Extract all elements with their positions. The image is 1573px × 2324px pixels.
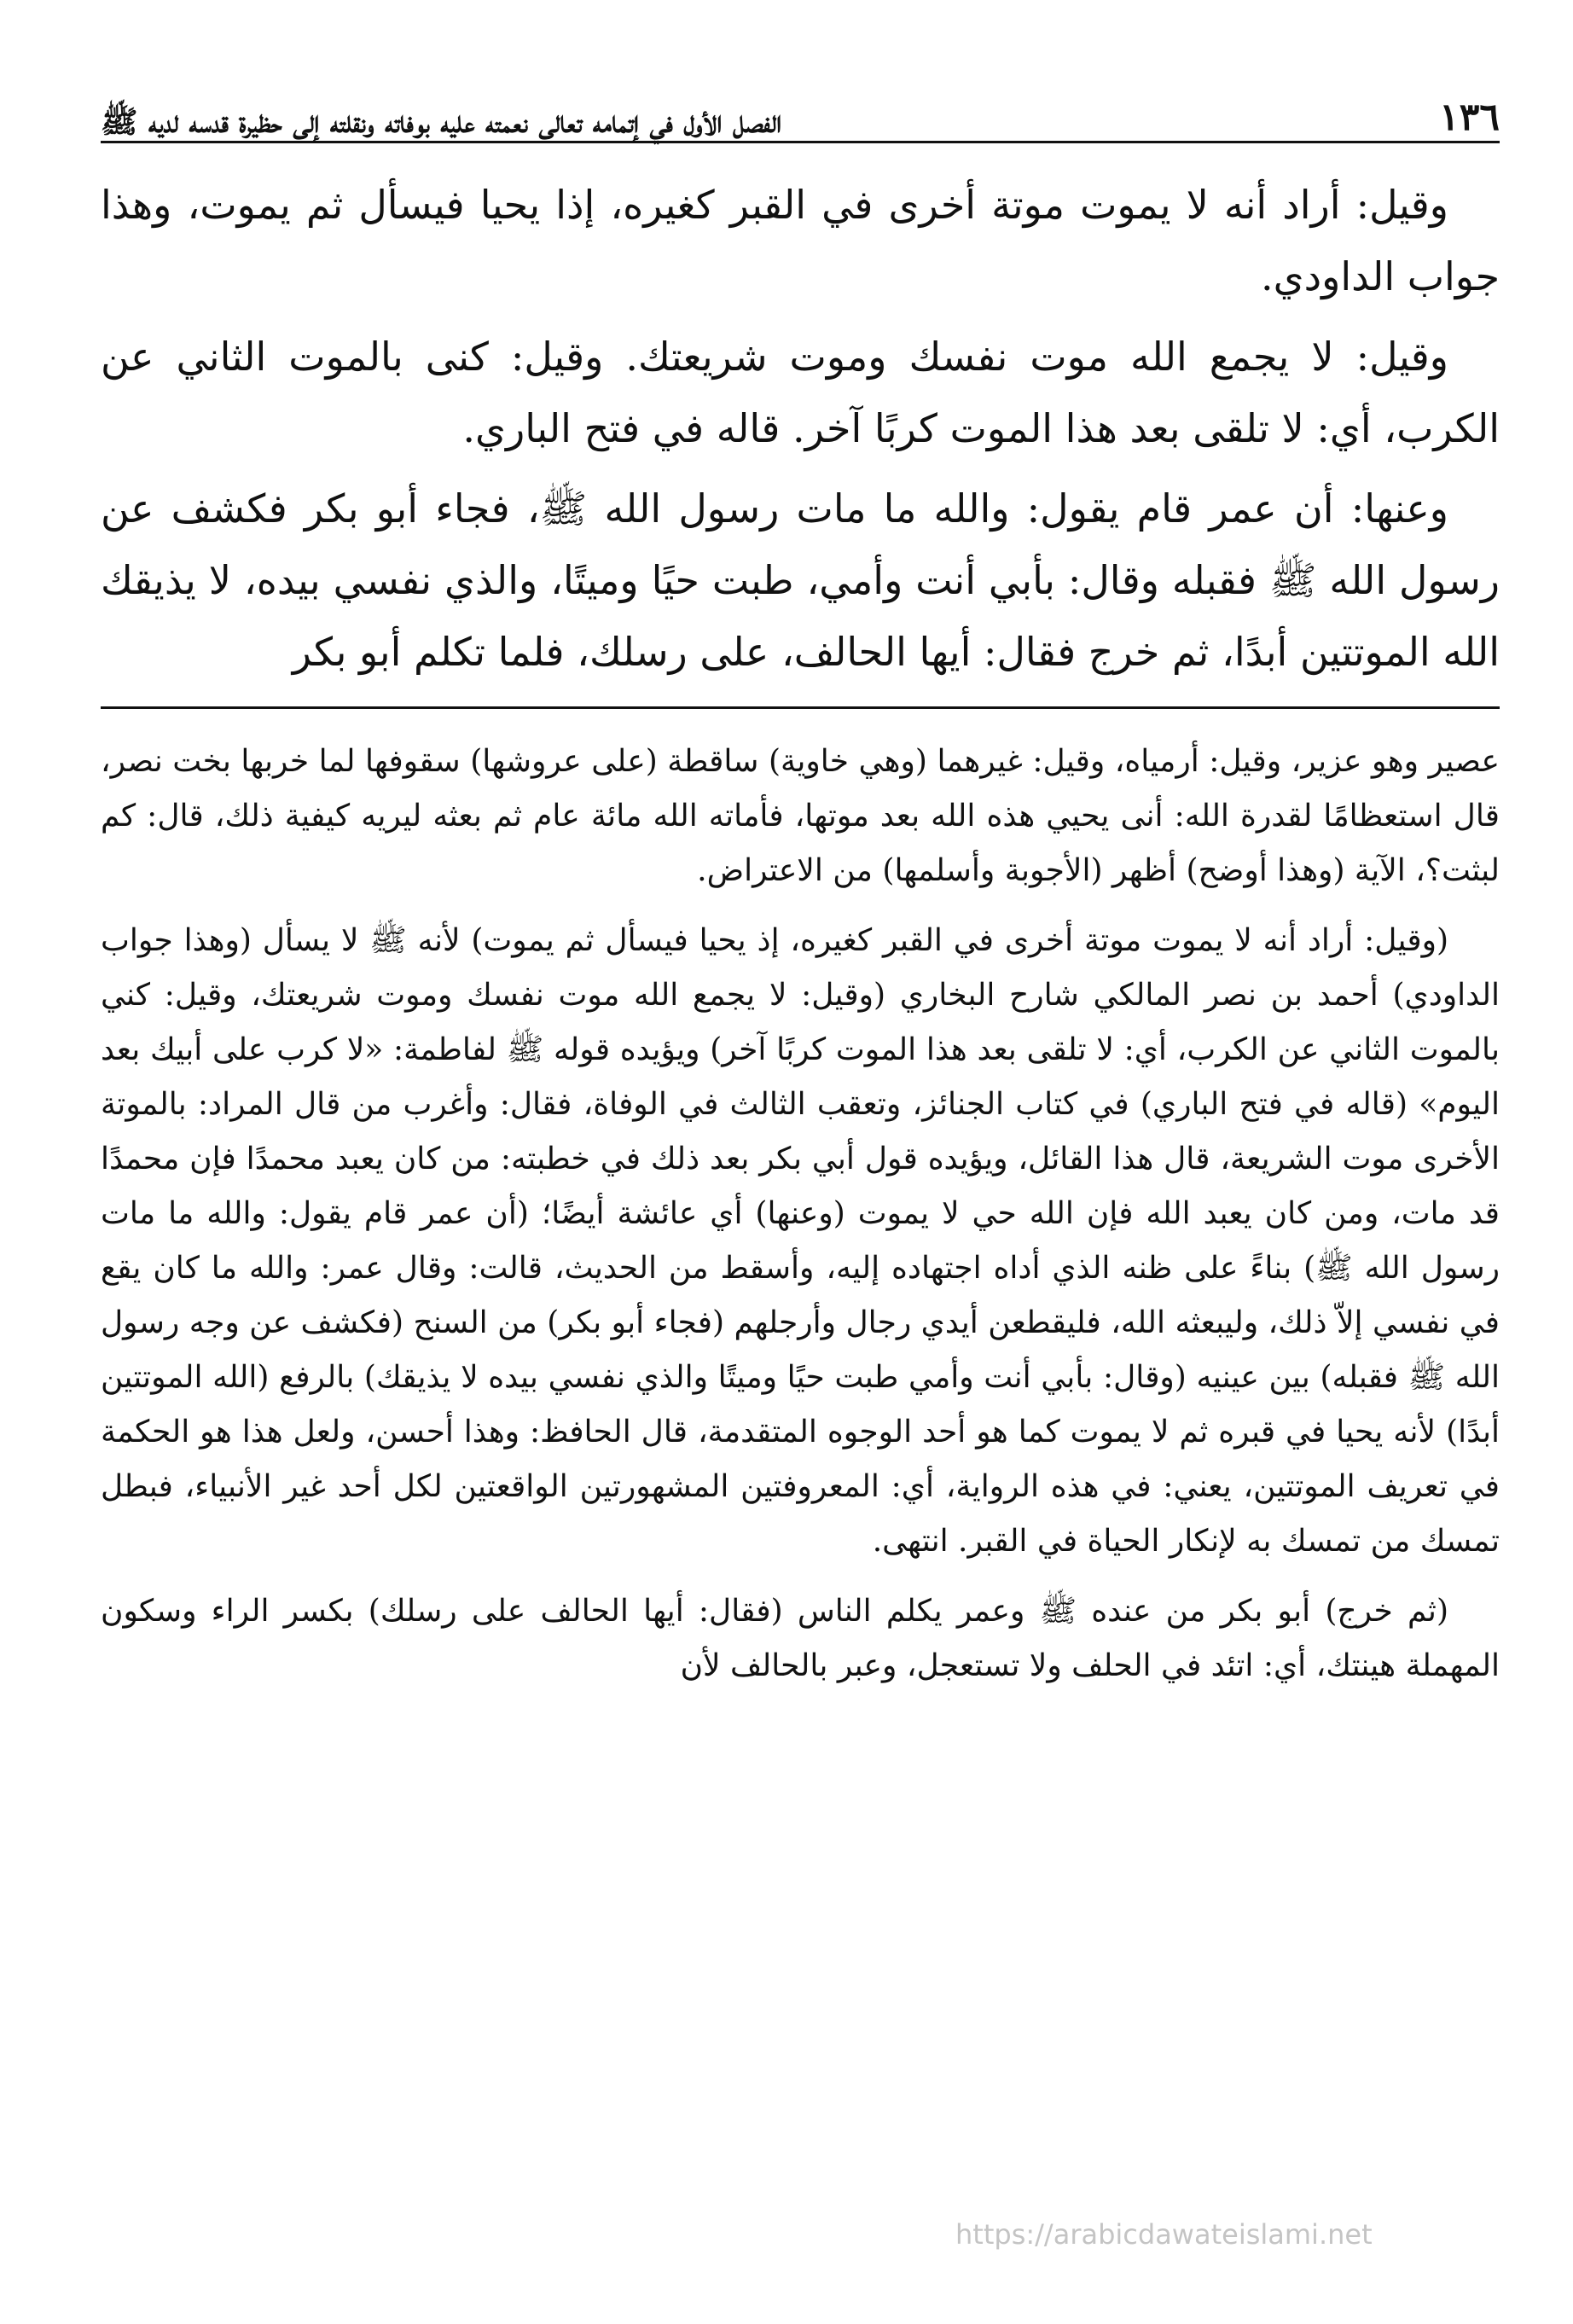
watermark-url: https://arabicdawateislami.net xyxy=(955,2218,1373,2251)
commentary-paragraph: عصير وهو عزير، وقيل: أرمياه، وقيل: غيرهما (وهي خاوية) ساقطة (على عروشها) سقوفها لما خربها بخت نصر، قال استعظامًا لقدرة الله: أنى يحيي هذه الله بعد موتها، فأماته الله مائة عام ثم بعثه ليريه كيفية ذلك، قال: كم لبثت؟، الآية (وهذا أوضح) أظهر (الأجوبة وأسلمها) من الاعتراض. xyxy=(101,744,1500,888)
running-title: الفصل الأول في إتمامه تعالى نعمته عليه بوفاته ونقلته إلى حظيرة قدسه لديه ﷺ xyxy=(101,103,782,140)
main-paragraph: وقيل: أراد أنه لا يموت موتة أخرى في القبر كغيره، إذا يحيا فيسأل ثم يموت، وهذا جواب الداودي. xyxy=(101,182,1500,299)
commentary-paragraph: (وقيل: أراد أنه لا يموت موتة أخرى في القبر كغيره، إذ يحيا فيسأل ثم يموت) لأنه ﷺ لا يسأل (وهذا جواب الداودي) أحمد بن نصر المالكي شارح البخاري (وقيل: لا يجمع الله موت نفسك وموت شريعتك، وقيل: كني بالموت الثاني عن الكرب، أي: لا تلقى بعد هذا الموت كربًا آخر) ويؤيده قوله ﷺ لفاطمة: «لا كرب على أبيك بعد اليوم» (قاله في فتح الباري) في كتاب الجنائز، وتعقب الثالث في الوفاة، فقال: وأغرب من قال المراد: بالموتة الأخرى موت الشريعة، قال هذا القائل، ويؤيده قول أبي بكر بعد ذلك في خطبته: من كان يعبد محمدًا فإن محمدًا قد مات، ومن كان يعبد الله فإن الله حي لا يموت (وعنها) أي عائشة أيضًا؛ (أن عمر قام يقول: والله ما مات رسول الله ﷺ) بناءً على ظنه الذي أداه اجتهاده إليه، وأسقط من الحديث، قالت: وقال عمر: والله ما كان يقع في نفسي إلاّ ذلك، وليبعثه الله، فليقطعن أيدي رجال وأرجلهم (فجاء أبو بكر) من السنح (فكشف عن وجه رسول الله ﷺ فقبله) بين عينيه (وقال: بأبي أنت وأمي طبت حيًا وميتًا والذي نفسي بيده لا يذيقك) بالرفع (الله الموتتين أبدًا) لأنه يحيا في قبره ثم لا يموت كما هو أحد الوجوه المتقدمة، قال الحافظ: وهذا أحسن، ولعل هذا هو الحكمة في تعريف الموتتين، يعني: في هذه الرواية، أي: المعروفتين المشهورتين الواقعتين لكل أحد غير الأنبياء، فبطل تمسك من تمسك به لإنكار الحياة في القبر. انتهى. xyxy=(101,923,1500,1559)
main-paragraph: وقيل: لا يجمع الله موت نفسك وموت شريعتك. وقيل: كنى بالموت الثاني عن الكرب، أي: لا تلقى بعد هذا الموت كربًا آخر. قاله في فتح الباري. xyxy=(101,334,1500,451)
page-number: ١٣٦ xyxy=(1439,96,1500,140)
main-paragraph: وعنها: أن عمر قام يقول: والله ما مات رسول الله ﷺ، فجاء أبو بكر فكشف عن رسول الله ﷺ فقبله وقال: بأبي أنت وأمي، طبت حيًا وميتًا، والذي نفسي بيده، لا يذيقك الله الموتتين أبدًا، ثم خرج فقال: أيها الحالف، على رسلك، فلما تكلم أبو بكر xyxy=(101,485,1500,675)
page-header xyxy=(101,81,1500,141)
commentary-paragraph: (ثم خرج) أبو بكر من عنده ﷺ وعمر يكلم الناس (فقال: أيها الحالف على رسلك) بكسر الراء وسكون المهملة هينتك، أي: اتئد في الحلف ولا تستعجل، وعبر بالحالف لأن xyxy=(101,1594,1500,1683)
book-page xyxy=(101,81,1500,2299)
header-rule xyxy=(101,141,1500,143)
main-text xyxy=(101,169,1500,688)
commentary xyxy=(101,735,1500,1694)
section-divider xyxy=(101,706,1500,709)
